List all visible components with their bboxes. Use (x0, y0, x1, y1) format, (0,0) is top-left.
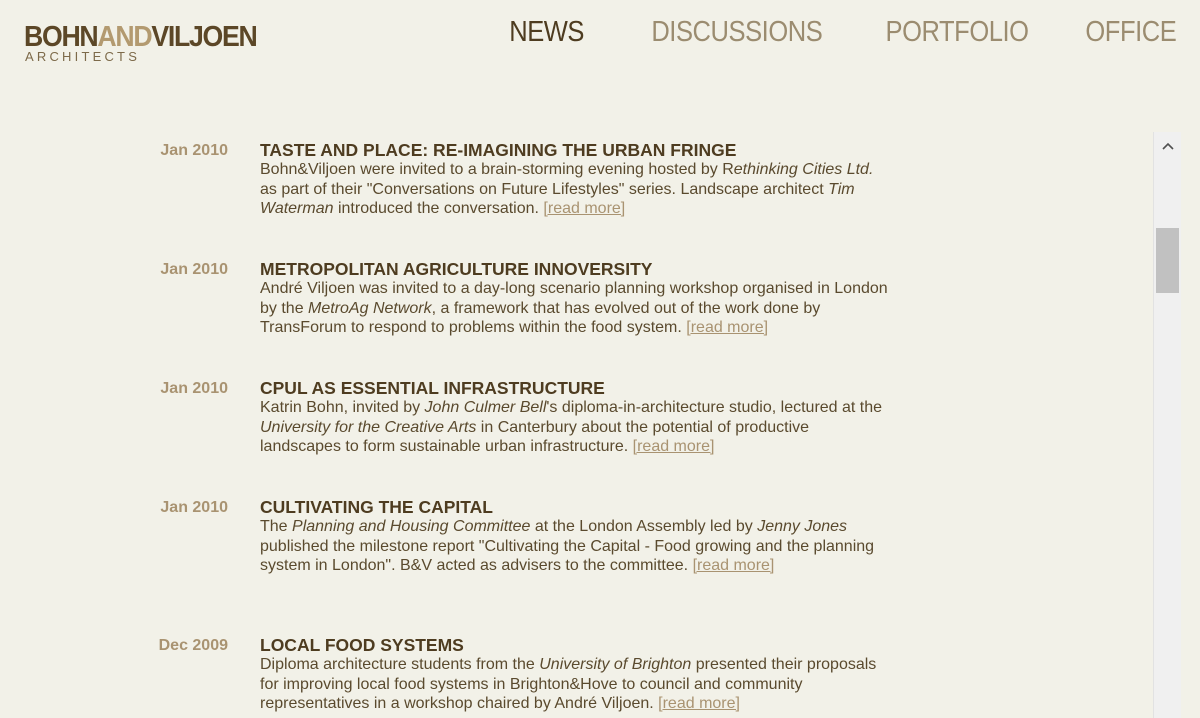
summary-text: Bohn&Viljoen were invited to a brain-storming evening hosted by R (260, 161, 734, 178)
summary-text: ethinking Cities Ltd. (733, 161, 874, 178)
summary-text: Tim Waterman (260, 180, 855, 218)
read-more-link[interactable]: [read more] (686, 319, 769, 337)
logo[interactable] (24, 22, 277, 63)
news-date: Jan 2010 (160, 142, 228, 159)
news-date: Jan 2010 (160, 380, 228, 397)
summary-text: as part of their "Conversations on Future Lifestyles" series. Landscape architect (260, 180, 829, 198)
news-date: Jan 2010 (160, 261, 228, 278)
news-title[interactable]: CPUL AS ESSENTIAL INFRASTRUCTURE (260, 378, 605, 398)
chevron-up-icon (1162, 142, 1174, 150)
news-title[interactable]: TASTE AND PLACE: RE-IMAGINING THE URBAN FRINGE (260, 140, 737, 160)
news-date: Jan 2010 (160, 499, 228, 516)
news-summary (260, 655, 890, 714)
news-title[interactable]: LOCAL FOOD SYSTEMS (260, 635, 464, 655)
main-nav (455, 16, 1176, 49)
news-summary (260, 160, 890, 219)
scrollbar[interactable] (1153, 132, 1181, 718)
news-summary (260, 398, 890, 457)
news-summary (260, 517, 890, 576)
news-date: Dec 2009 (158, 637, 228, 654)
summary-text: Jenny Jones (757, 518, 848, 535)
nav-news[interactable]: NEWS (508, 16, 584, 48)
summary-text: in Canterbury about the potential of productive landscapes to form sustainable urban infrastructure. (260, 418, 810, 456)
news-title[interactable]: METROPOLITAN AGRICULTURE INNOVERSITY (260, 259, 653, 279)
summary-text: presented their proposals for improving local food systems in Brighton&Hove to council and community representatives in a workshop chaired by André Viljoen. (260, 656, 877, 713)
logo-wordmark: BOHNANDVILJOEN (24, 21, 257, 53)
news-list (0, 132, 1153, 718)
scroll-thumb[interactable] (1156, 228, 1179, 293)
nav-office[interactable]: OFFICE (1085, 16, 1176, 48)
read-more-link[interactable]: [read more] (632, 438, 715, 456)
summary-text: André Viljoen was invited to a day-long scenario planning workshop organised in London by the (260, 280, 888, 317)
nav-portfolio[interactable]: PORTFOLIO (885, 16, 1029, 48)
read-more-link[interactable]: [read more] (543, 200, 626, 218)
scroll-up-button[interactable] (1154, 132, 1181, 159)
summary-text: Katrin Bohn, invited by (260, 399, 425, 416)
summary-text: introduced the conversation. (333, 200, 544, 218)
summary-text: 's diploma-in-architecture studio, lectured at the (546, 399, 883, 416)
summary-text: published the milestone report "Cultivating the Capital - Food growing and the planning system in London". B&V acted as advisers to the committee. (260, 537, 875, 575)
summary-text: at the London Assembly led by (530, 518, 758, 535)
read-more-link[interactable]: [read more] (692, 557, 775, 575)
summary-text: University of Brighton (539, 656, 692, 673)
logo-subtitle: ARCHITECTS (25, 49, 141, 64)
news-summary (260, 279, 890, 338)
summary-text: MetroAg Network (308, 299, 432, 317)
summary-text: Diploma architecture students from the (260, 656, 540, 673)
news-title[interactable]: CULTIVATING THE CAPITAL (260, 497, 493, 517)
summary-text: , a framework that has evolved out of the work done by TransForum to respond to problems within the food system. (260, 299, 821, 337)
read-more-link[interactable]: [read more] (658, 695, 740, 713)
summary-text: University for the Creative Arts (260, 418, 477, 436)
summary-text: John Culmer Bell (424, 399, 547, 416)
nav-discussions[interactable]: DISCUSSIONS (651, 16, 823, 48)
summary-text: Planning and Housing Committee (292, 518, 531, 535)
summary-text: The (260, 518, 293, 535)
